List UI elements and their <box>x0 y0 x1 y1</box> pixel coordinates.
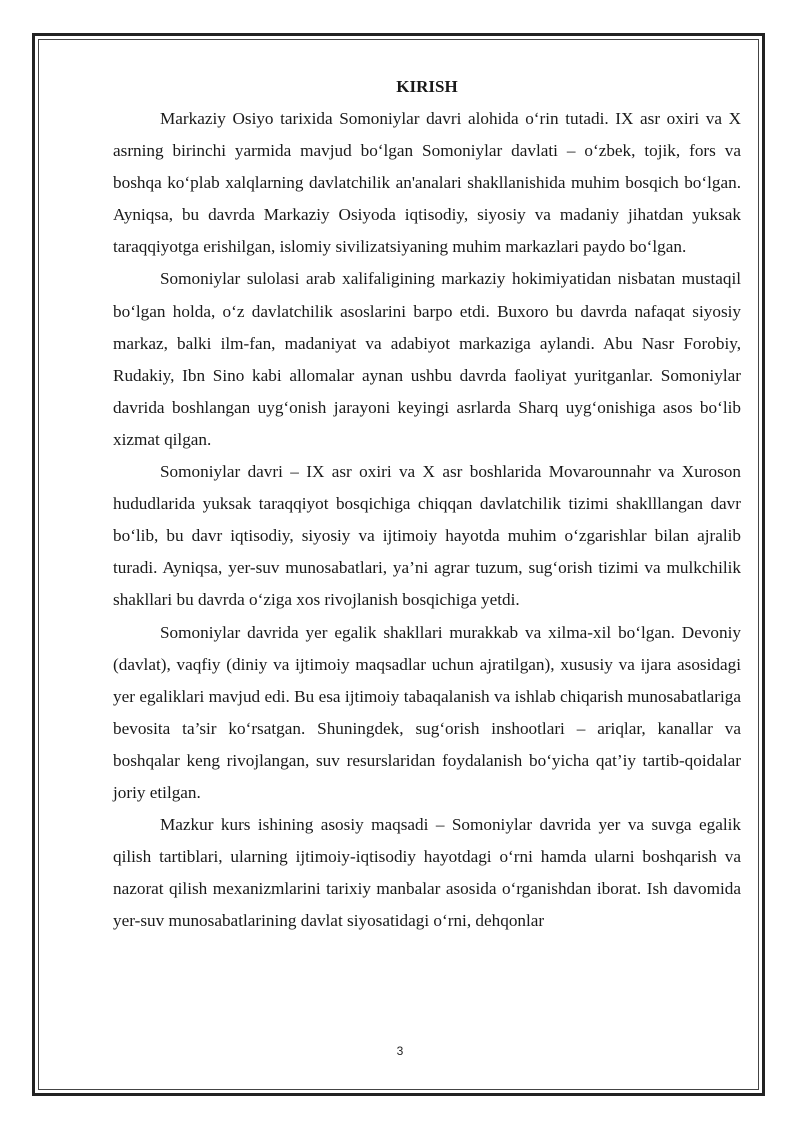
paragraph-1: Markaziy Osiyo tarixida Somoniylar davri alohida o‘rin tutadi. IX asr oxiri va X asrning birinchi yarmida mavjud bo‘lgan Somoniylar davlati – o‘zbek, tojik, fors va boshqa ko‘plab xalqlarning davlatchilik an'analari shakllanishida muhim bosqich bo‘lgan. Ayniqsa, bu davrda Markaziy Osiyoda iqtisodiy, siyosiy va madaniy jihatdan yuksak taraqqiyotga erishilgan, islomiy sivilizatsiyaning muhim markazlari paydo bo‘lgan. <box>113 109 741 257</box>
paragraph-4: Somoniylar davrida yer egalik shakllari murakkab va xilma-xil bo‘lgan. Devoniy (davlat), vaqfiy (diniy va ijtimoiy maqsadlar uchun ajratilgan), xususiy va ijara asosidagi yer egaliklari mavjud edi. Bu esa ijtimoiy tabaqalanish va ishlab chiqarish munosabatlariga bevosita ta’sir ko‘rsatgan. Shuningdek, sug‘orish inshootlari – ariqlar, kanallar va boshqalar keng rivojlangan, suv resurslaridan foydalanish bo‘yicha qat’iy tartib-qoidalar joriy etilgan. <box>113 622 741 802</box>
paragraph-2: Somoniylar sulolasi arab xalifaligining markaziy hokimiyatidan nisbatan mustaqil bo‘lgan holda, o‘z davlatchilik asoslarini barpo etdi. Buxoro bu davrda nafaqat siyosiy markaz, balki ilm-fan, madaniyat va adabiyot markaziga aylandi. Abu Nasr Forobiy, Rudakiy, Ibn Sino kabi allomalar aynan ushbu davrda faoliyat yuritganlar. Somoniylar davrida boshlangan uyg‘onish jarayoni keyingi asrlarda Sharq uyg‘onishiga asos bo‘lib xizmat qilgan. <box>113 269 741 449</box>
paragraph-3: Somoniylar davri – IX asr oxiri va X asr boshlarida Movarounnahr va Xuroson hududlarida yuksak taraqqiyot bosqichiga chiqqan davlatchilik tizimi shaklllangan davr bo‘lib, bu davr iqtisodiy, siyosiy va ijtimoiy hayotda muhim o‘zgarishlar bilan ajralib turadi. Ayniqsa, yer-suv munosabatlari, ya’ni agrar tuzum, sug‘orish tizimi va mulkchilik shakllari bu davrda o‘ziga xos rivojlanish bosqichiga yetdi. <box>113 462 741 610</box>
page-number: 3 <box>396 1044 404 1058</box>
section-title: KIRISH <box>396 77 458 96</box>
paragraph-5: Mazkur kurs ishining asosiy maqsadi – Somoniylar davrida yer va suvga egalik qilish tartiblari, ularning ijtimoiy-iqtisodiy hayotdagi o‘rni hamda ularni boshqarish va nazorat qilish mexanizmlarini tarixiy manbalar asosida o‘rganishdan iborat. Ish davomida yer-suv munosabatlarining davlat siyosatidagi o‘rni, dehqonlar <box>113 815 741 931</box>
document-body <box>113 71 741 937</box>
